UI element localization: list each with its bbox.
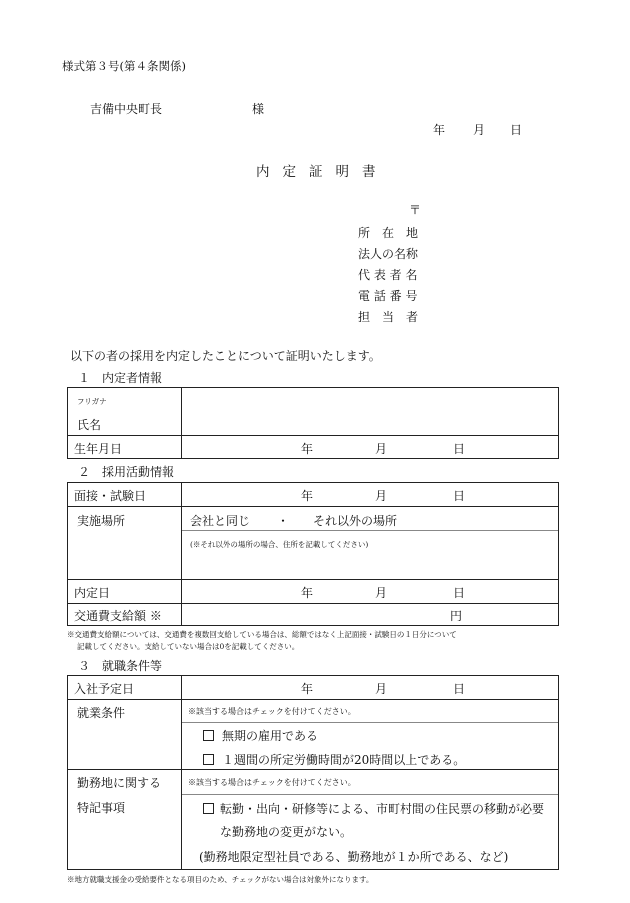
permanent-employment-text: 無期の雇用である bbox=[222, 729, 319, 743]
workplace-label-2: 特記事項 bbox=[77, 801, 126, 815]
intro-text: 以下の者の採用を内定したことについて証明いたします。 bbox=[70, 349, 381, 363]
birthdate-label: 生年月日 bbox=[74, 442, 123, 456]
weekly-hours-text: １週間の所定労働時間が20時間以上である。 bbox=[222, 753, 466, 767]
interview-day: 日 bbox=[453, 489, 466, 503]
venue-option-same: 会社と同じ bbox=[190, 514, 251, 528]
phone-label: 電 話 番 号 bbox=[358, 289, 418, 303]
no-relocation-example: (勤務地限定型社員である、勤務地が１か所である、など) bbox=[199, 850, 509, 864]
start-day: 日 bbox=[453, 682, 466, 696]
workplace-note: ※該当する場合はチェックを付けてください。 bbox=[188, 778, 356, 787]
contact-label: 担 当 者 bbox=[358, 310, 419, 324]
transport-footnote-1: ※交通費支給額については、交通費を複数回支給している場合は、総額ではなく上記面接・試験日の１日分について bbox=[67, 630, 457, 639]
no-relocation-text-1: 転勤・出向・研修等による、市町村間の住民票の移動が必要 bbox=[220, 802, 545, 816]
transport-label: 交通費支給額 ※ bbox=[74, 609, 162, 623]
form-number: 様式第３号(第４条関係) bbox=[62, 59, 186, 73]
yen-unit: 円 bbox=[450, 609, 463, 623]
date-day: 日 bbox=[510, 123, 523, 137]
interview-month: 月 bbox=[375, 489, 388, 503]
weekly-hours-checkbox[interactable] bbox=[203, 754, 214, 765]
birth-month: 月 bbox=[375, 442, 388, 456]
permanent-employment-checkbox[interactable] bbox=[203, 730, 214, 741]
start-year: 年 bbox=[301, 682, 314, 696]
start-month: 月 bbox=[375, 682, 388, 696]
address-label: 所 在 地 bbox=[358, 226, 419, 240]
birth-year: 年 bbox=[301, 442, 314, 456]
workplace-label-1: 勤務地に関する bbox=[77, 776, 162, 790]
company-name-label: 法人の名称 bbox=[358, 247, 419, 261]
name-label: 氏名 bbox=[77, 418, 102, 432]
recipient: 吉備中央町長 bbox=[90, 102, 163, 116]
no-relocation-checkbox[interactable] bbox=[203, 803, 214, 814]
representative-label: 代 表 者 名 bbox=[358, 268, 418, 282]
venue-option-other: それ以外の場所 bbox=[313, 514, 398, 528]
no-relocation-text-2: な勤務地の変更がない。 bbox=[220, 825, 353, 839]
start-date-label: 入社予定日 bbox=[74, 682, 135, 696]
transport-footnote-2: 記載してください。支給していない場合は0を記載してください。 bbox=[77, 642, 300, 651]
postal-mark: 〒 bbox=[409, 203, 422, 217]
offer-year: 年 bbox=[301, 586, 314, 600]
section1-heading: １ 内定者情報 bbox=[78, 371, 163, 385]
date-month: 月 bbox=[473, 123, 486, 137]
furigana-label: フリガナ bbox=[77, 397, 107, 406]
page-title: 内定証明書 bbox=[256, 164, 389, 180]
interview-date-label: 面接・試験日 bbox=[74, 489, 147, 503]
offer-day: 日 bbox=[453, 586, 466, 600]
birth-day: 日 bbox=[453, 442, 466, 456]
interview-year: 年 bbox=[301, 489, 314, 503]
offer-date-label: 内定日 bbox=[74, 586, 111, 600]
section3-footnote: ※地方就職支援金の受給要件となる項目のため、チェックがない場合は対象外になります。 bbox=[67, 875, 374, 884]
offer-month: 月 bbox=[375, 586, 388, 600]
section3-heading: ３ 就職条件等 bbox=[78, 659, 163, 673]
date-year: 年 bbox=[433, 123, 446, 137]
work-conditions-note: ※該当する場合はチェックを付けてください。 bbox=[188, 707, 356, 716]
venue-separator: ・ bbox=[277, 514, 290, 528]
work-conditions-label: 就業条件 bbox=[77, 706, 126, 720]
venue-note: (※それ以外の場所の場合、住所を記載してください) bbox=[190, 540, 369, 549]
honorific: 様 bbox=[252, 102, 265, 116]
venue-label: 実施場所 bbox=[77, 514, 126, 528]
section2-heading: ２ 採用活動情報 bbox=[78, 465, 175, 479]
